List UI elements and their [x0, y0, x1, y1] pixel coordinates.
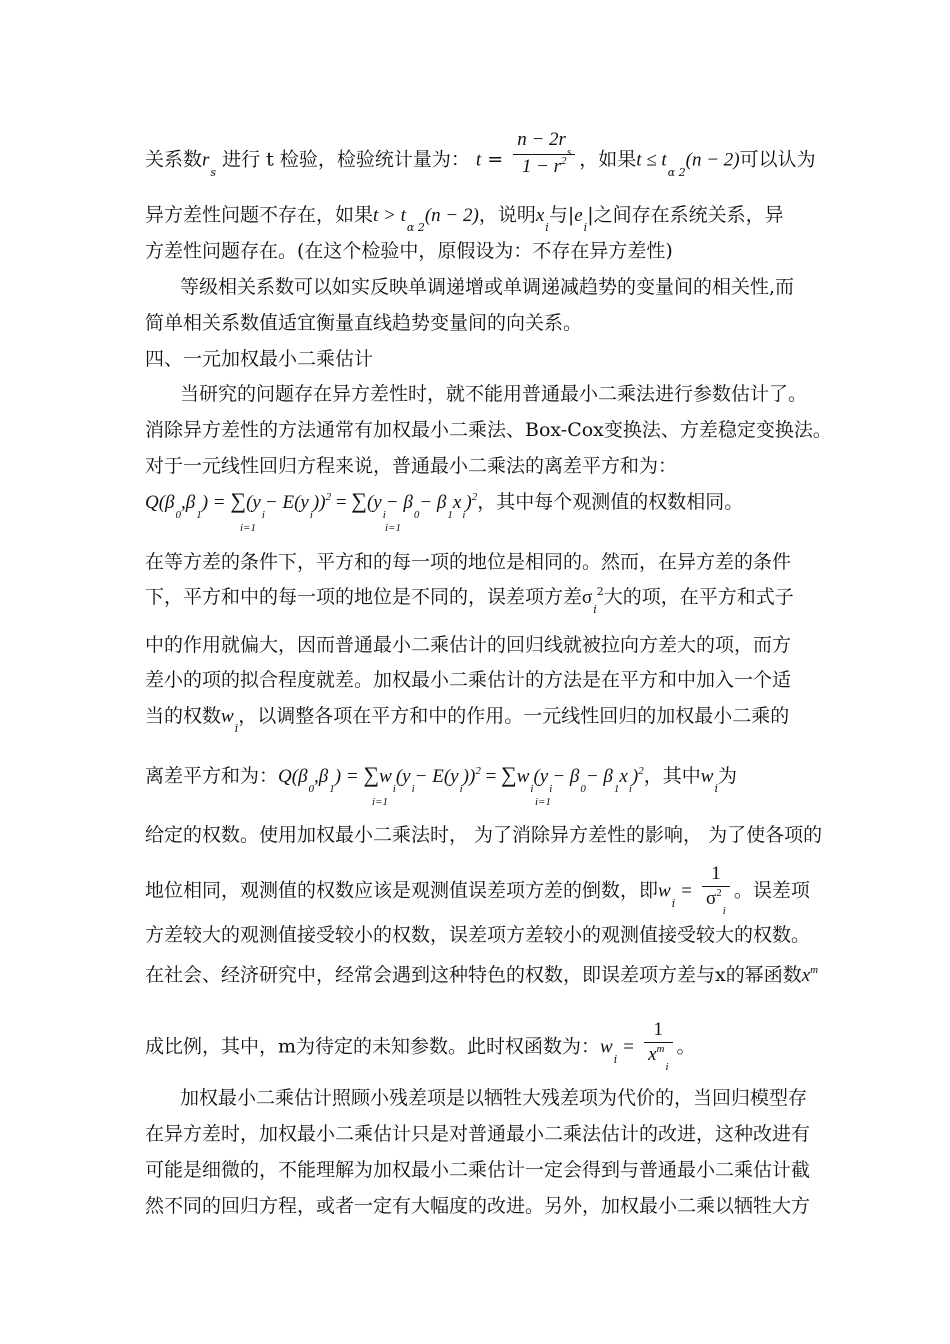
- equals: =: [623, 1036, 635, 1058]
- var-w: w: [700, 766, 714, 787]
- var-r: r: [202, 149, 210, 171]
- sub-1: 1: [613, 783, 620, 795]
- sup-2: 2: [475, 765, 481, 777]
- para-line-14: [145, 703, 815, 735]
- t-fraction: [513, 128, 575, 181]
- para-line-21: 加权最小二乘估计照顾小残差项是以牺牲大残差项为代价的，当回归模型存: [180, 1087, 808, 1109]
- para-line-3: 方差性问题存在。(在这个检验中，原假设为：不存在异方差性): [145, 240, 673, 262]
- ols-equation: [145, 488, 815, 521]
- para-line-7: 消除异方差性的方法通常有加权最小二乘法、Box-Cox变换法、方差稳定变换法。: [145, 419, 832, 441]
- minus-beta: − β: [385, 492, 413, 513]
- sup-2: 2: [471, 491, 478, 503]
- sub-i: i: [462, 509, 466, 521]
- para-line-5: 简单相关系数值适宜衡量直线趋势变量间的向关系。: [145, 312, 583, 334]
- sub-s: s: [210, 165, 217, 179]
- y-open: (y: [395, 766, 411, 787]
- var-x: x: [619, 766, 628, 787]
- sup-m: m: [656, 1043, 665, 1055]
- n-minus-2: (n − 2): [424, 205, 479, 226]
- text: 当的权数: [145, 705, 222, 727]
- text: 关系数: [145, 148, 203, 171]
- close2: )): [462, 766, 476, 787]
- t-gt: t > t: [373, 205, 406, 226]
- n-minus-2: (n − 2): [685, 149, 740, 171]
- text: ，如果: [579, 148, 637, 171]
- para-line-8: 对于一元线性回归方程来说，普通最小二乘法的离差平方和为：: [145, 455, 678, 477]
- sub-alpha2: α 2: [667, 165, 686, 179]
- text: 。误差项: [733, 879, 810, 902]
- sum-symbol: ∑: [363, 762, 380, 787]
- para-line-12: 中的作用就偏大，因而普通最小二乘估计的回归线就被拉向方差大的项，而方: [145, 634, 792, 656]
- sum-limit: i=1: [372, 796, 388, 808]
- var-x: x: [648, 1044, 657, 1065]
- para-line-6: 当研究的问题存在异方差性时，就不能用普通最小二乘法进行参数估计了。: [180, 383, 808, 405]
- sub-i: i: [545, 221, 549, 234]
- var-x: x: [535, 205, 545, 226]
- sub-i: i: [593, 603, 597, 616]
- sup-m: m: [810, 964, 819, 976]
- sub-0: 0: [580, 783, 586, 795]
- sub-i: i: [411, 783, 415, 795]
- sub-0: 0: [175, 509, 182, 521]
- sub-1: 1: [196, 509, 202, 521]
- sub-1: 1: [447, 509, 453, 521]
- sum-symbol: ∑: [501, 762, 517, 787]
- var-w: w: [516, 766, 530, 787]
- para-line-19: [145, 962, 819, 991]
- sum-symbol: ∑: [230, 488, 247, 513]
- text: ，以调整各项在平方和中的作用。一元线性回归的加权最小二乘的: [238, 705, 790, 727]
- frac-numerator: n − 2r: [517, 129, 566, 150]
- para-line-23: 可能是细微的，不能理解为加权最小二乘估计一定会得到与普通最小二乘估计截: [145, 1159, 811, 1181]
- para-line-18: 方差较大的观测值接受较小的权数，误差项方差较小的观测值接受较大的权数。: [145, 924, 811, 946]
- minus-beta: − β: [552, 766, 580, 787]
- sum-limit: i=1: [240, 522, 256, 534]
- sub-i: i: [234, 722, 239, 735]
- text: ，其中: [643, 765, 701, 787]
- section-heading: 四、一元加权最小二乘估计: [145, 348, 374, 370]
- close-paren: ): [631, 766, 639, 787]
- sigma: σ: [582, 587, 593, 608]
- text: 成比例，其中，m为待定的未知参数。此时权函数为：: [145, 1035, 601, 1058]
- text: 大的项，在平方和式子: [603, 586, 794, 608]
- var-w: w: [658, 880, 671, 902]
- sub-i: i: [671, 896, 676, 910]
- text: 下，平方和中的每一项的地位是不同的，误差项方差: [145, 586, 583, 608]
- sub-i: i: [549, 783, 553, 795]
- y-open: (y: [246, 492, 261, 513]
- sub-i: i: [665, 1061, 669, 1073]
- para-line-2: [145, 202, 815, 234]
- text: 为: [717, 765, 737, 787]
- text: 地位相同，观测值的权数应该是观测值误差项方差的倒数，即: [145, 879, 659, 902]
- frac-numerator: 1: [644, 1018, 672, 1043]
- frac-numerator: 1: [702, 862, 730, 887]
- para-line-22: 在异方差时，加权最小二乘估计只是对普通最小二乘法估计的改进，这种改进有: [145, 1123, 811, 1145]
- sigma: σ: [706, 888, 717, 909]
- sup-2: 2: [638, 765, 644, 777]
- sum-limit: i=1: [385, 522, 401, 534]
- weight-fraction: [702, 862, 730, 917]
- sum-limit: i=1: [535, 796, 551, 808]
- equals: =: [681, 880, 692, 902]
- var-t: t: [475, 149, 482, 171]
- var-w: w: [379, 766, 392, 787]
- sup-2: 2: [596, 585, 604, 598]
- sub-i: i: [309, 509, 313, 521]
- equals: =: [335, 492, 347, 513]
- sub-i: i: [613, 1052, 618, 1066]
- equals: =: [487, 148, 504, 171]
- comma-beta: ,β: [181, 492, 196, 513]
- close-eq: ) =: [334, 766, 359, 787]
- sub-i: i: [261, 509, 265, 521]
- sup-2: 2: [716, 887, 722, 899]
- var-x: x: [452, 492, 462, 513]
- var-w: w: [600, 1036, 613, 1058]
- frac-denominator: 1 − r: [521, 156, 562, 177]
- text: 异方差性问题不存在，如果: [145, 204, 374, 226]
- sub-i: i: [392, 783, 396, 795]
- Q-open: Q(β: [145, 492, 175, 513]
- close-eq: ) =: [201, 492, 226, 513]
- var-x: x: [801, 965, 811, 986]
- var-e: e: [574, 205, 583, 226]
- para-line-1: [145, 129, 816, 187]
- y-open: (y: [533, 766, 549, 787]
- text: 离差平方和为：: [145, 765, 279, 787]
- para-line-16: 给定的权数。使用加权最小二乘法时， 为了消除异方差性的影响， 为了使各项的: [145, 824, 823, 846]
- t-le: t ≤ t: [636, 149, 667, 171]
- equals: =: [485, 766, 497, 787]
- sub-i: i: [628, 783, 632, 795]
- sub-0: 0: [308, 783, 315, 795]
- para-line-4: 等级相关系数可以如实反映单调递增或单调递减趋势的变量间的相关性,而: [180, 276, 795, 298]
- y-open: (y: [366, 492, 382, 513]
- text: 与: [548, 204, 568, 226]
- minus-E: − E(y: [414, 766, 459, 787]
- text: ，其中每个观测值的权数相同。: [477, 491, 744, 513]
- sub-0: 0: [413, 509, 420, 521]
- para-line-17: [145, 863, 815, 917]
- abs-bar: |: [567, 204, 575, 226]
- sub-1: 1: [329, 783, 335, 795]
- sub-i: i: [714, 782, 718, 795]
- sub-s: s: [566, 146, 572, 158]
- text: 之间存在系统关系，异: [593, 204, 784, 226]
- sub-i: i: [722, 905, 726, 917]
- sub-alpha2: α 2: [406, 221, 425, 234]
- sub-i: i: [583, 221, 588, 234]
- weight-function-fraction: [644, 1018, 672, 1073]
- sub-i: i: [382, 509, 386, 521]
- close2: )): [312, 492, 326, 513]
- minus-beta: − β: [419, 492, 447, 513]
- sub-i: i: [459, 783, 463, 795]
- text: 。: [676, 1035, 696, 1058]
- text: 可以认为: [739, 148, 816, 171]
- Q-open: Q(β: [278, 766, 308, 787]
- var-w: w: [221, 706, 234, 727]
- para-line-11: [145, 584, 815, 616]
- comma-beta: ,β: [314, 766, 329, 787]
- sub-i: i: [530, 783, 534, 795]
- para-line-10: 在等方差的条件下，平方和的每一项的地位是相同的。然而，在异方差的条件: [145, 551, 792, 573]
- abs-bar: |: [587, 204, 594, 226]
- para-line-20: [145, 1019, 815, 1073]
- sup-2: 2: [325, 491, 332, 503]
- sum-symbol: ∑: [351, 488, 367, 513]
- sup-2: 2: [561, 155, 567, 167]
- text: 进行 t 检验，检验统计量为：: [222, 148, 470, 171]
- minus-E: − E(y: [264, 492, 309, 513]
- para-line-24: 然不同的回归方程，或者一定有大幅度的改进。另外，加权最小二乘以牺牲大方: [145, 1195, 811, 1217]
- close-paren: ): [465, 492, 472, 513]
- wls-equation-line: [145, 762, 815, 795]
- text: ，说明: [478, 204, 536, 226]
- text: 在社会、经济研究中，经常会遇到这种特色的权数，即误差项方差与x的幂函数: [145, 964, 802, 986]
- para-line-13: 差小的项的拟合程度就差。加权最小二乘估计的方法是在平方和中加入一个适: [145, 669, 792, 691]
- minus-beta: − β: [585, 766, 613, 787]
